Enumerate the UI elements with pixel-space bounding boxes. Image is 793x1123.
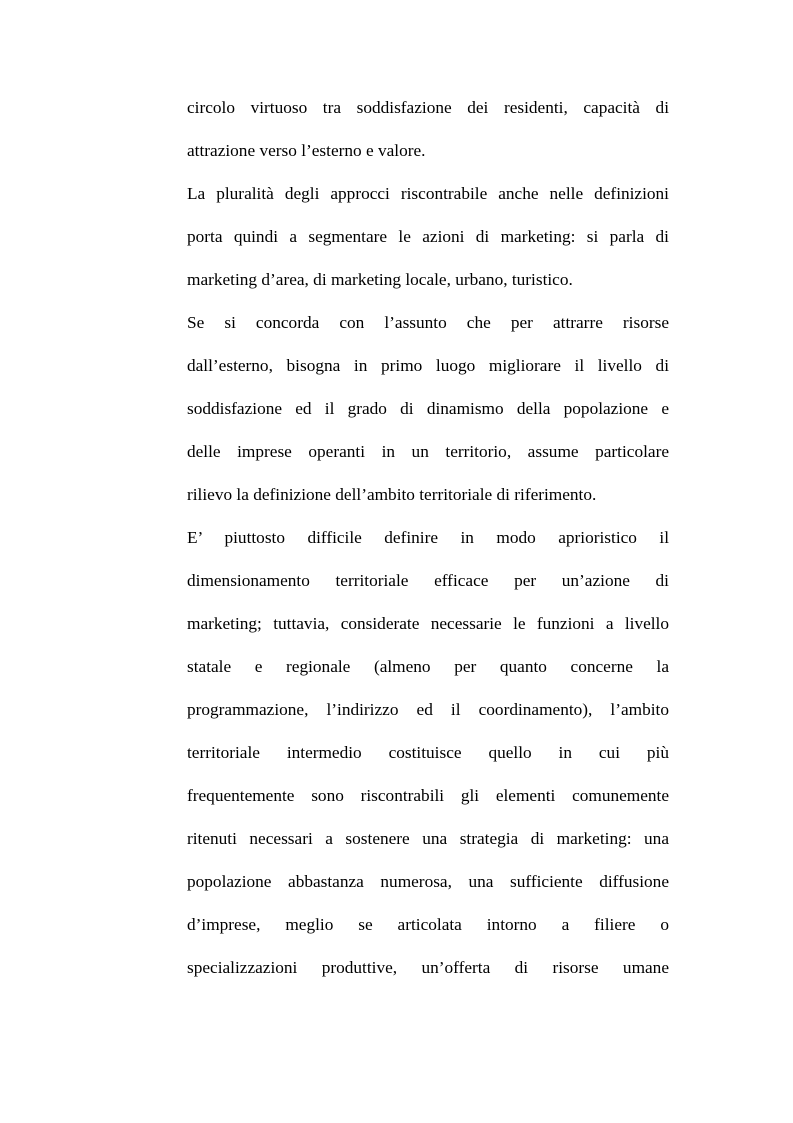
text-line: specializzazioni produttive, un’offerta di risorse umane	[187, 958, 669, 977]
body-text	[187, 90, 669, 993]
text-line: delle imprese operanti in un territorio, assume particolare	[187, 442, 669, 461]
text-line: E’ piuttosto difficile definire in modo aprioristico il	[187, 528, 669, 547]
text-line: attrazione verso l’esterno e valore.	[187, 141, 426, 160]
text-line: frequentemente sono riscontrabili gli elementi comunemente	[187, 786, 669, 805]
text-line: porta quindi a segmentare le azioni di marketing: si parla di	[187, 227, 669, 246]
text-line: circolo virtuoso tra soddisfazione dei residenti, capacità di	[187, 98, 669, 117]
text-line: statale e regionale (almeno per quanto concerne la	[187, 657, 669, 676]
text-line: dall’esterno, bisogna in primo luogo migliorare il livello di	[187, 356, 669, 375]
text-line: d’imprese, meglio se articolata intorno a filiere o	[187, 915, 669, 934]
text-line: Se si concorda con l’assunto che per attrarre risorse	[187, 313, 669, 332]
text-line: popolazione abbastanza numerosa, una sufficiente diffusione	[187, 872, 669, 891]
text-line: territoriale intermedio costituisce quello in cui più	[187, 743, 669, 762]
paragraph-4	[187, 520, 669, 993]
paragraph-3	[187, 305, 669, 520]
text-line: ritenuti necessari a sostenere una strategia di marketing: una	[187, 829, 669, 848]
text-line: programmazione, l’indirizzo ed il coordinamento), l’ambito	[187, 700, 669, 719]
text-line: soddisfazione ed il grado di dinamismo della popolazione e	[187, 399, 669, 418]
paragraph-1	[187, 90, 669, 176]
text-line: La pluralità degli approcci riscontrabile anche nelle definizioni	[187, 184, 669, 203]
paragraph-2	[187, 176, 669, 305]
text-line: marketing; tuttavia, considerate necessarie le funzioni a livello	[187, 614, 669, 633]
text-line: rilievo la definizione dell’ambito territoriale di riferimento.	[187, 485, 597, 504]
text-line: marketing d’area, di marketing locale, urbano, turistico.	[187, 270, 573, 289]
text-line: dimensionamento territoriale efficace per un’azione di	[187, 571, 669, 590]
